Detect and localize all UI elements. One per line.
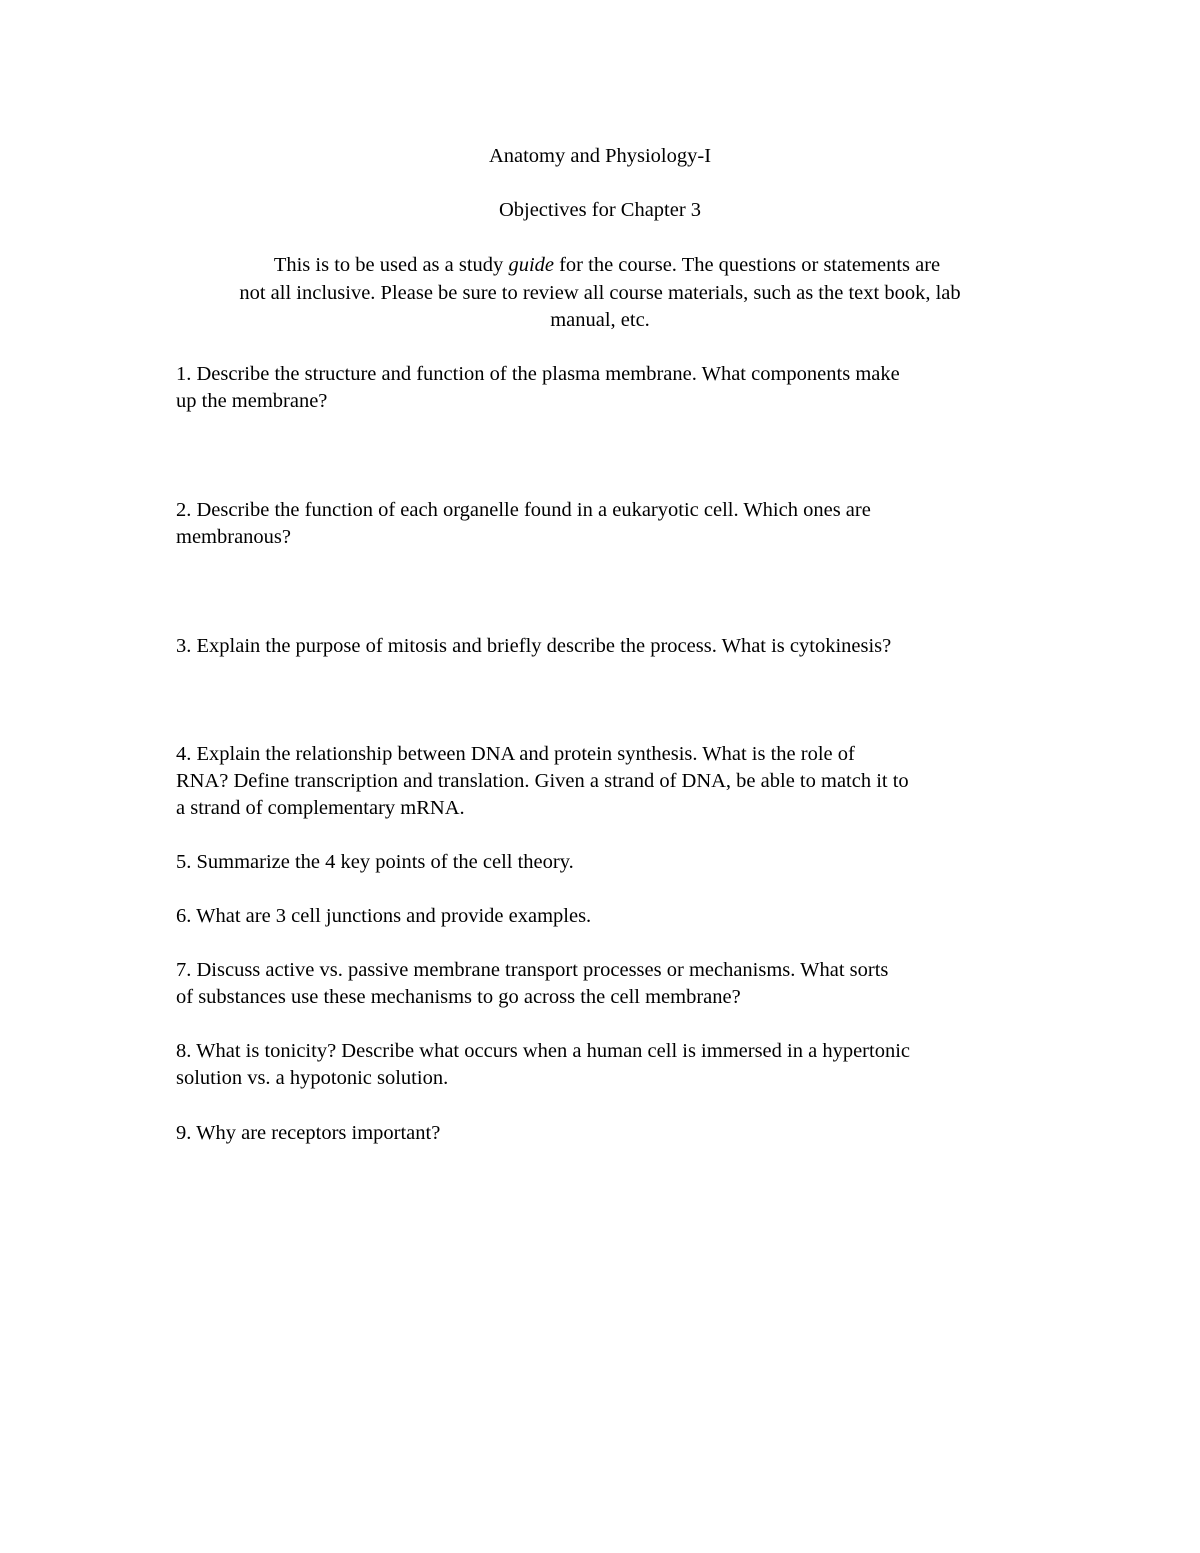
intro-line-2: not all inclusive. Please be sure to review all course materials, such as the text book, lab bbox=[239, 282, 961, 304]
question-7-line-1: 7. Discuss active vs. passive membrane transport processes or mechanisms. What sorts bbox=[176, 959, 889, 981]
question-8-line-1: 8. What is tonicity? Describe what occurs when a human cell is immersed in a hypertonic bbox=[176, 1040, 910, 1062]
intro-line-3: manual, etc. bbox=[550, 309, 650, 331]
page-subtitle: Objectives for Chapter 3 bbox=[498, 199, 702, 221]
question-3-line-1: 3. Explain the purpose of mitosis and briefly describe the process. What is cytokinesis? bbox=[176, 635, 892, 657]
question-1-line-1: 1. Describe the structure and function of the plasma membrane. What components make bbox=[176, 363, 900, 385]
intro-italic-word: guide bbox=[508, 254, 554, 276]
page-title: Anatomy and Physiology-I bbox=[488, 145, 712, 167]
question-7-line-2: of substances use these mechanisms to go across the cell membrane? bbox=[176, 986, 741, 1008]
question-4-line-2: RNA? Define transcription and translation. Given a strand of DNA, be able to match it to bbox=[176, 770, 909, 792]
question-8-line-2: solution vs. a hypotonic solution. bbox=[176, 1067, 449, 1089]
intro-text-before: This is to be used as a study bbox=[273, 254, 509, 276]
question-2-line-2: membranous? bbox=[176, 526, 291, 548]
question-2-line-1: 2. Describe the function of each organelle found in a eukaryotic cell. Which ones are bbox=[176, 499, 871, 521]
question-5-line-1: 5. Summarize the 4 key points of the cell theory. bbox=[176, 851, 574, 873]
question-6-line-1: 6. What are 3 cell junctions and provide examples. bbox=[176, 905, 592, 927]
question-4-line-1: 4. Explain the relationship between DNA and protein synthesis. What is the role of bbox=[176, 743, 855, 765]
intro-text-after: for the course. The questions or statements are bbox=[553, 254, 941, 276]
intro-line-1 bbox=[0, 252, 1200, 279]
question-9-line-1: 9. Why are receptors important? bbox=[176, 1122, 441, 1144]
question-4-line-3: a strand of complementary mRNA. bbox=[176, 797, 465, 819]
question-1-line-2: up the membrane? bbox=[176, 390, 328, 412]
